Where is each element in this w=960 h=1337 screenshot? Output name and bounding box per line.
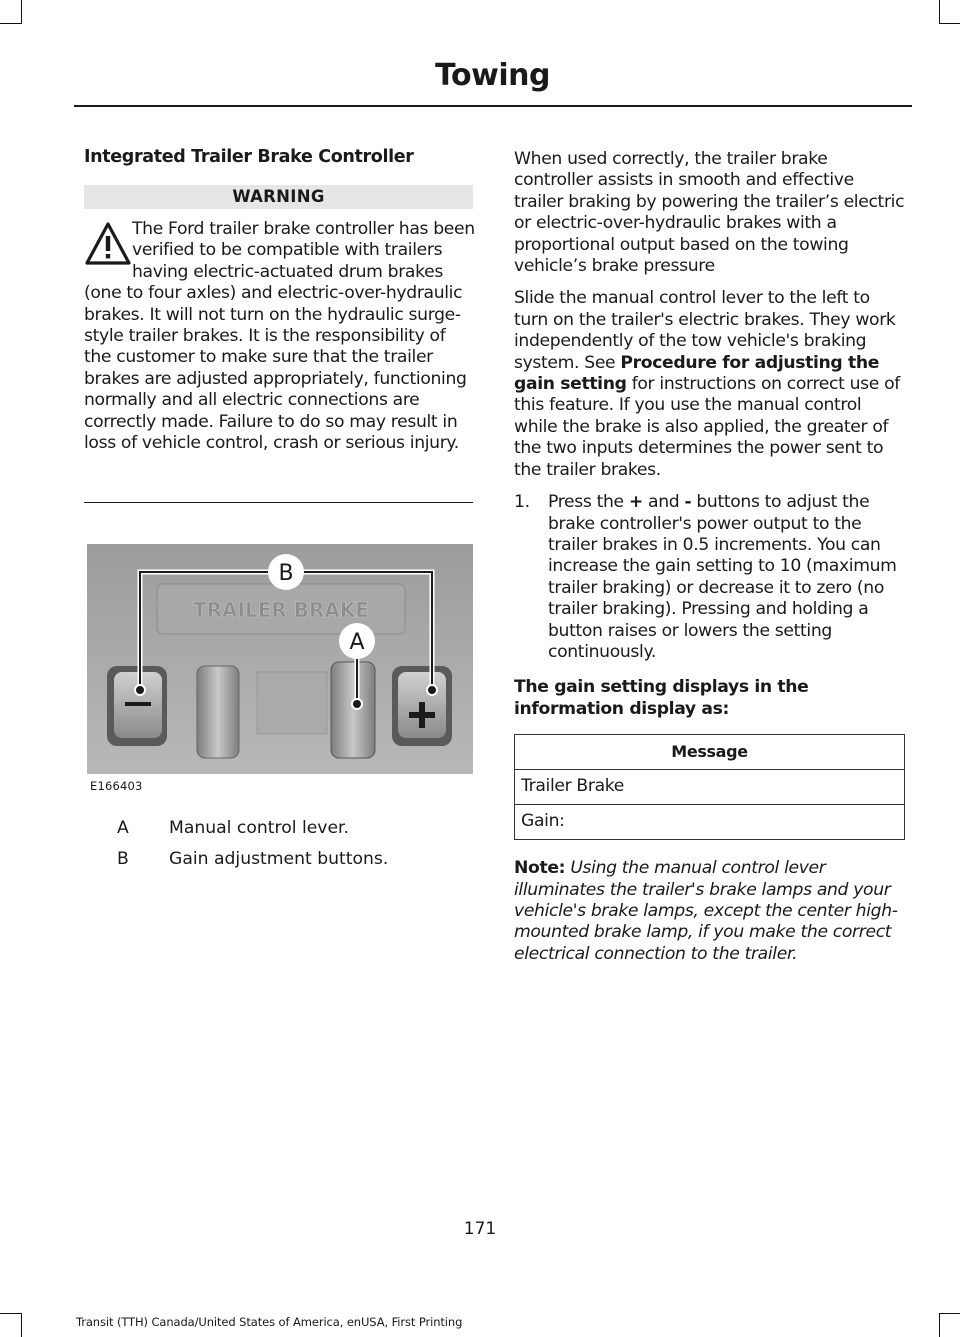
paragraph: Slide the manual control lever to the left to turn on the trailer's electric brakes. They work independently of the tow vehicle's braking system. See Procedure for adjusting the gain setting for instructions on correct use of this feature. If you use the manual control while the brake is also applied, the greater of the two inputs determines the power sent to the trailer brakes. [514, 288, 900, 480]
warning-body [84, 219, 476, 454]
section-heading: Integrated Trailer Brake Controller [84, 147, 414, 167]
note-text: Using the manual control lever illuminates the trailer's brake lamps and your vehicle's brake lamps, except the center high-mounted brake lamp, if you make the correct electrical connection to the trailer. [514, 858, 898, 964]
legend-key: B [117, 849, 129, 869]
crop-mark [0, 1313, 22, 1314]
note [514, 858, 906, 965]
footer-text: Transit (TTH) Canada/United States of America, enUSA, First Printing [76, 1315, 463, 1329]
table-row: Gain: [515, 805, 905, 840]
crop-mark [939, 23, 960, 24]
manual-control-lever [331, 662, 375, 758]
legend-text: Manual control lever. [169, 818, 350, 838]
note-label: Note: [514, 858, 566, 879]
crop-mark [21, 1313, 22, 1337]
table-header: Message [515, 735, 905, 770]
page-number: 171 [463, 1219, 497, 1239]
callout-b-dot-left [135, 685, 145, 695]
callout-b-dot-right [427, 685, 437, 695]
trailer-brake-figure [87, 544, 473, 774]
legend-item [117, 849, 388, 869]
crop-mark [0, 23, 22, 24]
table-row: Trailer Brake [515, 770, 905, 805]
list-item: 1. Press the + and - buttons to adjust the brake controller's power output to the trailer brakes in 0.5 increments. You can increase the gain setting to 10 (maximum trailer braking) or decrease it to zero (no trailer braking). Pressing and holding a button raises or lowers the setting continuously. [514, 492, 897, 662]
legend-text: Gain adjustment buttons. [169, 849, 389, 869]
callout-a-dot [352, 699, 362, 709]
crop-mark [939, 1313, 940, 1337]
header-divider [74, 105, 912, 107]
left-lever [197, 666, 239, 758]
legend-item [117, 818, 349, 838]
right-column [514, 149, 906, 976]
panel-label: TRAILER BRAKE [192, 598, 370, 622]
plus-glyph-h [409, 712, 435, 718]
page-title: Towing [435, 58, 550, 93]
cross-reference-link[interactable]: Procedure for adjusting the gain setting [514, 352, 880, 395]
minus-glyph [125, 702, 151, 706]
warning-text: The Ford trailer brake controller has been verified to be compatible with trailers having electric-actuated drum brakes (one to four axles) and electric-over-hydraulic brakes. It will not turn on the hydraulic surge-style trailer brakes. It is the responsibility of the customer to make sure that the trailer brakes are adjusted appropriately, functioning normally and all electric connections are correctly made. Failure to do so may result in loss of vehicle control, crash or serious injury. [84, 219, 475, 454]
trailer-brake-illustration [87, 544, 473, 774]
list-number: 1. [514, 492, 530, 513]
warning-banner: WARNING [84, 185, 473, 209]
display-heading: The gain setting displays in the information display as: [514, 677, 809, 719]
crop-mark [939, 0, 940, 24]
display-slot [257, 672, 327, 734]
message-table [514, 734, 905, 840]
callout-b-label: B [278, 561, 294, 586]
plus-symbol: + [628, 492, 643, 513]
warning-triangle-icon [84, 221, 132, 267]
warning-divider [84, 502, 473, 503]
crop-mark [21, 0, 22, 24]
legend-key: A [117, 818, 129, 838]
minus-symbol: - [684, 492, 692, 513]
crop-mark [939, 1313, 960, 1314]
figure-id: E166403 [90, 779, 143, 793]
callout-a-label: A [349, 630, 365, 655]
paragraph: When used correctly, the trailer brake controller assists in smooth and effective trailer braking by powering the trailer’s electric or electric-over-hydraulic brakes with a proportional output based on the towing vehicle’s brake pressure [514, 149, 905, 277]
